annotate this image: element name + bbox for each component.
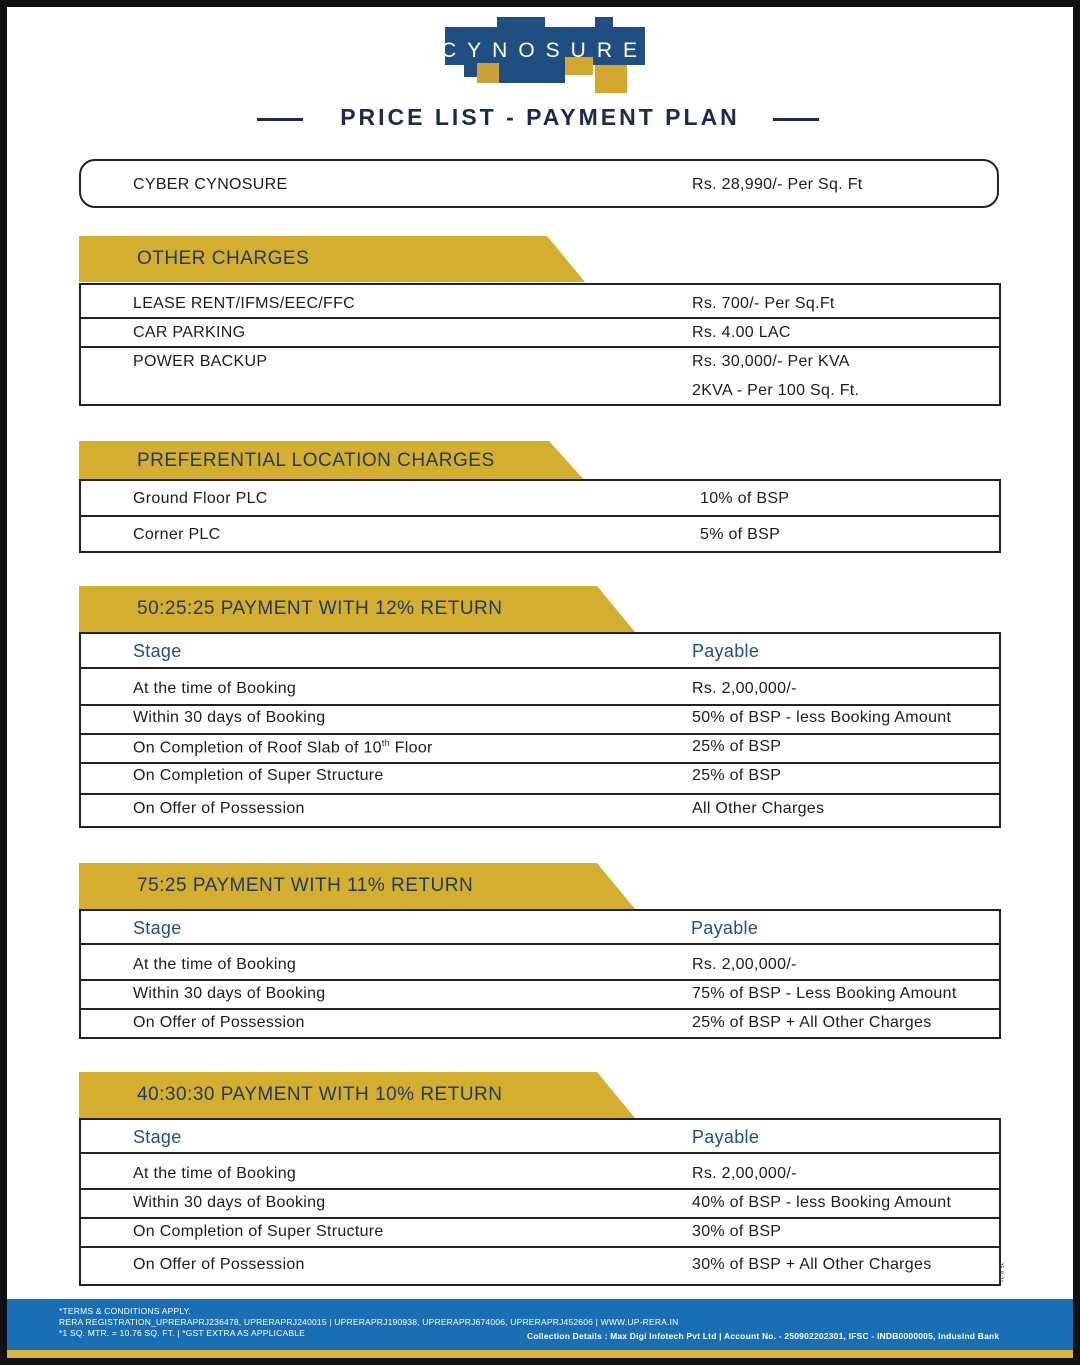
stage-cell: Within 30 days of Booking [133, 709, 326, 726]
col-payable: Payable [691, 918, 759, 938]
payable-cell: 25% of BSP + All Other Charges [692, 1014, 932, 1031]
plan3-heading: 40:30:30 PAYMENT WITH 10% RETURN [137, 1084, 503, 1105]
stage-cell: On Completion of Super Structure [133, 767, 384, 784]
payable-cell: 40% of BSP - less Booking Amount [692, 1194, 952, 1211]
other-charge-label: POWER BACKUP [133, 353, 268, 370]
stage-cell: Within 30 days of Booking [133, 985, 326, 1002]
stage-cell: On Completion of Roof Slab of 10th Floor [133, 738, 433, 757]
plc-value: 5% of BSP [700, 526, 781, 543]
plan3-banner [79, 1072, 635, 1118]
price-list-page [7, 7, 1073, 1358]
footer-rera: RERA REGISTRATION_UPRERAPRJ236478, UPRERAPRJ240015 | UPRERAPRJ190938, UPRERAPRJ674006, UPRERAPRJ452606 | WWW.UP-RERA.IN [59, 1317, 679, 1327]
other-charges-heading: OTHER CHARGES [137, 248, 310, 269]
page-title: PRICE LIST - PAYMENT PLAN [340, 104, 740, 130]
plan1-table [79, 632, 1001, 828]
col-stage: Stage [133, 1127, 182, 1147]
plan1-heading: 50:25:25 PAYMENT WITH 12% RETURN [137, 598, 503, 619]
plc-heading: PREFERENTIAL LOCATION CHARGES [137, 450, 495, 471]
col-payable: Payable [692, 1127, 760, 1147]
plan2-banner [79, 863, 635, 909]
payable-cell: 25% of BSP [692, 738, 782, 755]
other-charge-value: Rs. 30,000/- Per KVA [692, 353, 850, 370]
payable-cell: Rs. 2,00,000/- [692, 956, 797, 973]
other-charge-label: LEASE RENT/IFMS/EEC/FFC [133, 295, 356, 312]
footer-collection: Collection Details : Max Digi Infotech Pvt Ltd | Account No. - 250902202301, IFSC - INDB0000005, Indusind Bank [527, 1331, 1000, 1341]
base-price-box [79, 159, 999, 208]
other-charge-value: Rs. 4.00 LAC [692, 324, 791, 341]
footer-gold-strip [7, 1350, 1073, 1358]
payable-cell: 30% of BSP [692, 1223, 782, 1240]
payable-cell: Rs. 2,00,000/- [692, 1165, 797, 1182]
plc-value: 10% of BSP [700, 490, 790, 507]
footer-notes: *1 SQ. MTR. = 10.76 SQ. FT. | *GST EXTRA AS APPLICABLE [59, 1328, 305, 1338]
stage-cell: On Offer of Possession [133, 1256, 305, 1273]
base-price-label: CYBER CYNOSURE [133, 176, 288, 193]
stage-cell: On Completion of Super Structure [133, 1223, 384, 1240]
col-stage: Stage [133, 641, 182, 661]
plc-table [79, 479, 1001, 553]
plan2-table [79, 909, 1001, 1039]
stage-cell: At the time of Booking [133, 680, 297, 697]
other-charge-value-2: 2KVA - Per 100 Sq. Ft. [692, 382, 860, 399]
other-charge-label: CAR PARKING [133, 324, 246, 341]
stage-cell: Within 30 days of Booking [133, 1194, 326, 1211]
payable-cell: All Other Charges [692, 800, 825, 817]
stage-cell: On Offer of Possession [133, 1014, 305, 1031]
footer-terms: *TERMS & CONDITIONS APPLY. [59, 1306, 191, 1316]
stage-cell: On Offer of Possession [133, 800, 305, 817]
stage-cell: At the time of Booking [133, 956, 297, 973]
cynosure-logo [437, 17, 652, 97]
payable-cell: 30% of BSP + All Other Charges [692, 1256, 932, 1273]
stage-cell: At the time of Booking [133, 1165, 297, 1182]
logo-wordmark: CYNOSURE [440, 39, 649, 62]
document-code: 25-8-21 [997, 1262, 1003, 1283]
payable-cell: 75% of BSP - Less Booking Amount [692, 985, 957, 1002]
base-price-value: Rs. 28,990/- Per Sq. Ft [692, 176, 863, 193]
other-charges-table [79, 283, 1001, 406]
other-charge-value: Rs. 700/- Per Sq.Ft [692, 295, 835, 312]
payable-cell: 50% of BSP - less Booking Amount [692, 709, 952, 726]
col-payable: Payable [692, 641, 760, 661]
footer-bar [7, 1299, 1073, 1358]
plan2-heading: 75:25 PAYMENT WITH 11% RETURN [137, 875, 474, 896]
payable-cell: 25% of BSP [692, 767, 782, 784]
payable-cell: Rs. 2,00,000/- [692, 680, 797, 697]
plan3-table [79, 1118, 1001, 1286]
plan1-banner [79, 586, 635, 632]
plc-label: Ground Floor PLC [133, 490, 268, 507]
title-rule-right [773, 118, 819, 121]
other-charges-banner [79, 236, 585, 282]
plc-label: Corner PLC [133, 526, 221, 543]
col-stage: Stage [133, 918, 182, 938]
